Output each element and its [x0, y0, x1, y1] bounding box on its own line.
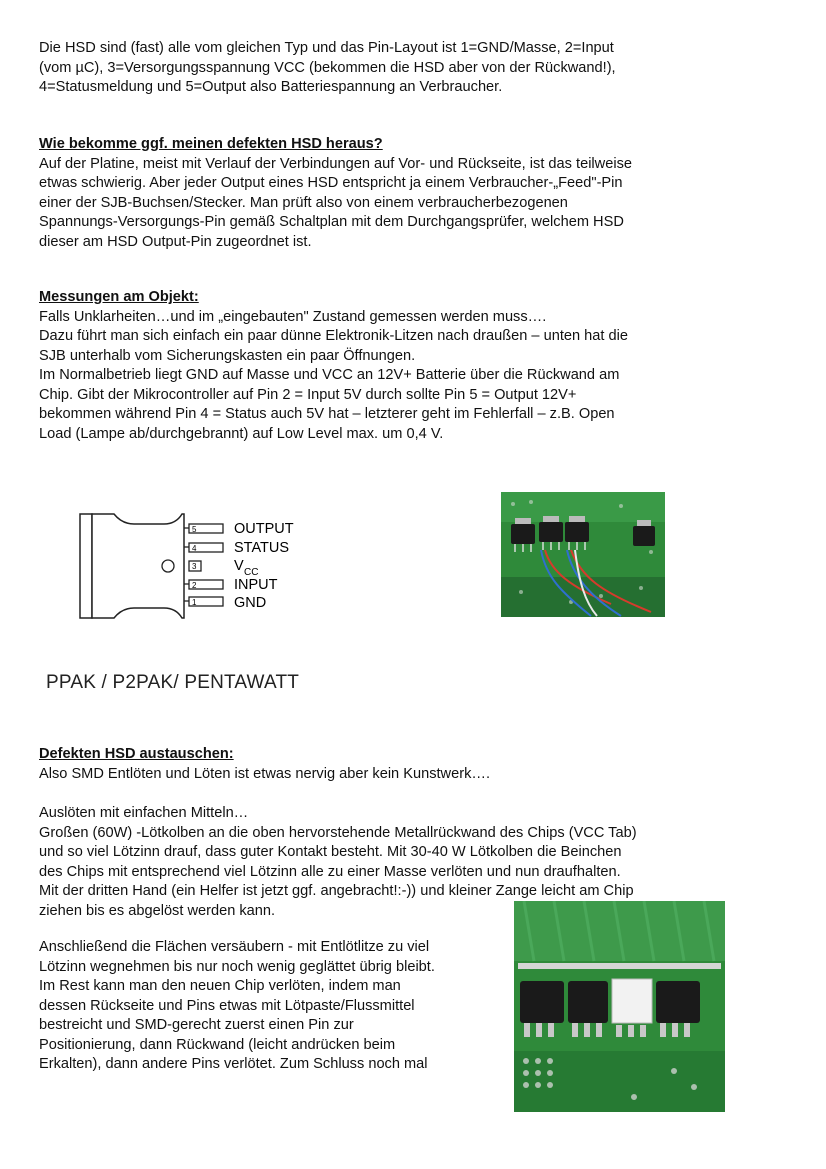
measure-section	[39, 288, 628, 444]
pinout-svg	[78, 506, 318, 626]
pin-3-label: V	[234, 558, 244, 574]
intro-line: 4=Statusmeldung und 5=Output also Batteriespannung an Verbraucher.	[39, 79, 503, 95]
solder-line: Erkalten), dann andere Pins verlötet. Zum Schluss noch mal	[39, 1056, 428, 1072]
desolder-line: ziehen bis es abgelöst werden kann.	[39, 902, 276, 919]
measure-line: SJB unterhalb vom Sicherungskasten ein paar Öffnungen.	[39, 347, 416, 364]
intro-line: (vom µC), 3=Versorgungsspannung VCC (bekommen die HSD aber von der Rückwand!),	[39, 59, 616, 76]
pin-5-number: 5	[192, 525, 197, 534]
remove-line: einer der SJB-Buchsen/Stecker. Man prüft also von einem verbraucherbezogenen	[39, 194, 568, 211]
remove-heading: Wie bekomme ggf. meinen defekten HSD heraus?	[39, 136, 383, 152]
replace-heading: Defekten HSD austauschen:	[39, 746, 234, 762]
measure-line: bekommen während Pin 4 = Status auch 5V hat – letzterer geht im Fehlerfall – z.B. Open	[39, 406, 615, 422]
pinout-diagram	[78, 506, 318, 626]
solder-line: Lötzinn wegnehmen bis nur noch wenig geglättet übrig bleibt.	[39, 958, 435, 975]
pin-4-number: 4	[192, 544, 197, 553]
solder-line: Im Rest kann man den neuen Chip verlöten, indem man	[39, 978, 401, 994]
desolder-line: Großen (60W) -Lötkolben an die oben hervorstehende Metallrückwand des Chips (VCC Tab)	[39, 824, 637, 841]
pin-1	[184, 595, 266, 611]
package-label: PPAK / P2PAK/ PENTAWATT	[46, 672, 300, 693]
package-hole	[162, 560, 174, 572]
pin-3-number: 3	[192, 562, 197, 571]
desolder-line: Mit der dritten Hand (ein Helfer ist jetzt ggf. angebracht!:-)) und kleiner Zange leicht am Chip	[39, 883, 634, 899]
desolder-line: und so viel Lötzinn drauf, dass guter Kontakt besteht. Mit 30-40 W Lötkolben die Beinchen	[39, 844, 622, 860]
remove-line: dieser am HSD Output-Pin zugeordnet ist.	[39, 233, 312, 250]
package-tab	[80, 514, 92, 618]
pin-3	[189, 558, 258, 578]
pin-5	[184, 521, 294, 537]
measure-line: Load (Lampe ab/durchgebrannt) auf Low Level max. um 0,4 V.	[39, 425, 444, 442]
pin-1-number: 1	[192, 598, 197, 607]
pin-5-label: OUTPUT	[234, 521, 294, 537]
intro-paragraph	[39, 39, 616, 98]
pin-3-subscript: CC	[244, 567, 259, 578]
measure-heading: Messungen am Objekt:	[39, 289, 199, 305]
replace-section	[39, 745, 490, 784]
measure-line: Im Normalbetrieb liegt GND auf Masse und VCC an 12V+ Batterie über die Rückwand am	[39, 367, 620, 383]
solder-line: bestreicht und SMD-gerecht zuerst einen Pin zur	[39, 1017, 354, 1033]
measure-line: Falls Unklarheiten…und im „eingebauten" Zustand gemessen werden muss….	[39, 308, 547, 325]
remove-line: etwas schwierig. Aber jeder Output eines HSD entspricht ja einem Verbraucher-„Feed"-Pin	[39, 175, 623, 191]
remove-line: Spannungs-Versorgungs-Pin gemäß Schaltplan mit dem Durchgangsprüfer, welchem HSD	[39, 214, 624, 230]
replace-line: Also SMD Entlöten und Löten ist etwas nervig aber kein Kunstwerk….	[39, 765, 491, 782]
measure-line: Dazu führt man sich einfach ein paar dünne Elektronik-Litzen nach draußen – unten hat die	[39, 328, 628, 344]
desolder-line: des Chips mit entsprechend viel Lötzinn alle zu einer Masse verlöten und nun draufhalten.	[39, 863, 621, 880]
pin-4	[184, 540, 289, 556]
remove-line: Auf der Platine, meist mit Verlauf der Verbindungen auf Vor- und Rückseite, ist das teilweise	[39, 155, 632, 172]
pcb-wires-photo	[501, 492, 665, 617]
remove-section	[39, 135, 632, 252]
pin-2-number: 2	[192, 581, 197, 590]
solder-line: dessen Rückseite und Pins etwas mit Lötpaste/Flussmittel	[39, 997, 415, 1014]
pin-4-label: STATUS	[234, 540, 290, 556]
solder-line: Anschließend die Flächen versäubern - mit Entlötlitze zu viel	[39, 939, 430, 955]
pcb-chips-photo	[514, 901, 725, 1112]
intro-line: Die HSD sind (fast) alle vom gleichen Typ und das Pin-Layout ist 1=GND/Masse, 2=Input	[39, 40, 614, 56]
desolder-line: Auslöten mit einfachen Mitteln…	[39, 805, 249, 821]
solder-line: Positionierung, dann Rückwand (leicht andrücken beim	[39, 1036, 396, 1053]
pin-2	[184, 577, 278, 593]
replace-solder	[39, 938, 435, 1075]
pin-1-label: GND	[234, 595, 267, 611]
measure-line: Chip. Gibt der Mikrocontroller auf Pin 2 = Input 5V durch sollte Pin 5 = Output 12V+	[39, 386, 577, 403]
pin-2-label: INPUT	[234, 577, 278, 593]
